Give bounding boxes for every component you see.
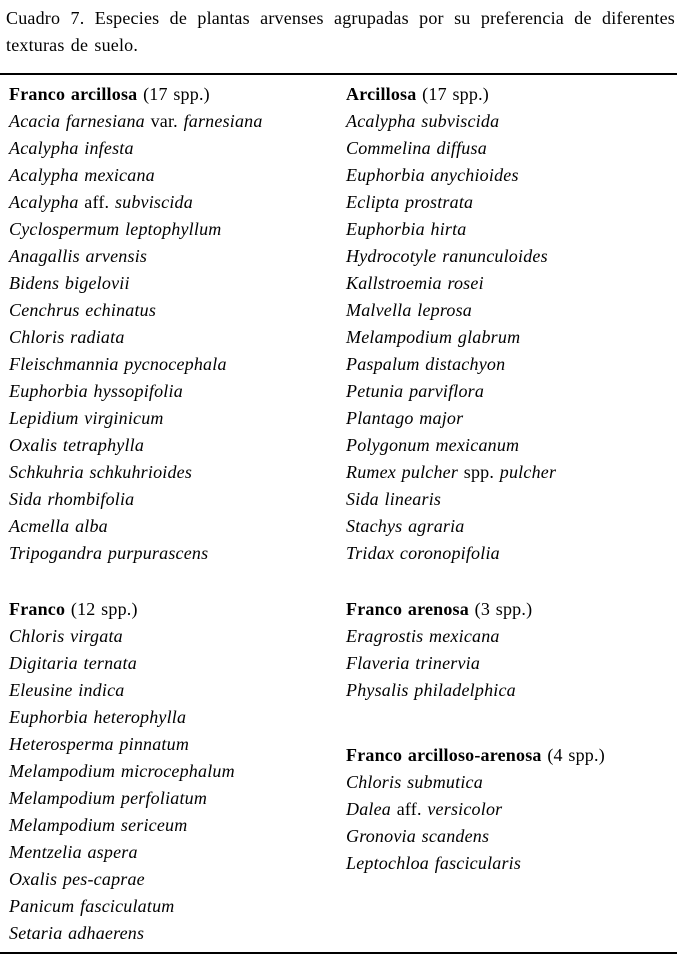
species-row bbox=[346, 216, 677, 243]
species-name-segment: spp. bbox=[463, 462, 500, 482]
group-count: (12 spp.) bbox=[70, 599, 138, 619]
species-row bbox=[9, 893, 337, 920]
group-header bbox=[9, 596, 337, 623]
species-name-segment: farnesiana bbox=[183, 111, 263, 131]
species-name-segment: Chloris virgata bbox=[9, 626, 123, 646]
group-count: (17 spp.) bbox=[143, 84, 210, 104]
species-row bbox=[346, 135, 677, 162]
species-name-segment: Tripogandra purpurascens bbox=[9, 543, 209, 563]
species-name-segment: Petunia parviflora bbox=[346, 381, 485, 401]
species-row bbox=[346, 459, 677, 486]
species-table bbox=[0, 73, 677, 954]
species-row bbox=[9, 785, 337, 812]
species-row bbox=[9, 758, 337, 785]
species-row bbox=[346, 769, 677, 796]
group-name: Franco arcilloso-arenosa bbox=[346, 745, 542, 765]
species-row bbox=[9, 324, 337, 351]
group-name: Franco bbox=[9, 599, 66, 619]
species-name-segment: subviscida bbox=[114, 192, 193, 212]
species-row bbox=[9, 540, 337, 567]
species-row bbox=[346, 243, 677, 270]
species-row bbox=[9, 866, 337, 893]
species-row bbox=[9, 623, 337, 650]
species-name-segment: Mentzelia aspera bbox=[9, 842, 138, 862]
document-page bbox=[0, 5, 677, 960]
species-row bbox=[9, 677, 337, 704]
species-row bbox=[346, 486, 677, 513]
species-row bbox=[346, 677, 677, 704]
species-name-segment: Setaria adhaerens bbox=[9, 923, 145, 943]
species-row bbox=[9, 650, 337, 677]
species-name-segment: Oxalis tetraphylla bbox=[9, 435, 145, 455]
species-name-segment: Sida rhombifolia bbox=[9, 489, 135, 509]
species-name-segment: Schkuhria schkuhrioides bbox=[9, 462, 193, 482]
species-name-segment: Cyclospermum leptophyllum bbox=[9, 219, 222, 239]
species-row bbox=[9, 378, 337, 405]
species-name-segment: Gronovia scandens bbox=[346, 826, 490, 846]
species-row bbox=[9, 270, 337, 297]
species-name-segment: Acmella alba bbox=[9, 516, 108, 536]
species-row bbox=[9, 486, 337, 513]
species-row bbox=[346, 324, 677, 351]
species-name-segment: Acacia farnesiana bbox=[9, 111, 151, 131]
table-caption: Cuadro 7. Especies de plantas arvenses agrupadas por su preferencia de diferentes texturas de suelo. bbox=[6, 8, 675, 55]
species-name-segment: Physalis philadelphica bbox=[346, 680, 516, 700]
species-row bbox=[346, 297, 677, 324]
species-name-segment: Acalypha infesta bbox=[9, 138, 134, 158]
species-name-segment: Melampodium glabrum bbox=[346, 327, 521, 347]
species-row bbox=[9, 704, 337, 731]
group-name: Arcillosa bbox=[346, 84, 417, 104]
species-row bbox=[346, 513, 677, 540]
species-row bbox=[9, 162, 337, 189]
species-name-segment: Anagallis arvensis bbox=[9, 246, 148, 266]
species-name-segment: Digitaria ternata bbox=[9, 653, 137, 673]
group-name: Franco arcillosa bbox=[9, 84, 138, 104]
species-name-segment: Leptochloa fascicularis bbox=[346, 853, 522, 873]
species-name-segment: pulcher bbox=[499, 462, 557, 482]
species-name-segment: versicolor bbox=[427, 799, 503, 819]
species-name-segment: Plantago major bbox=[346, 408, 464, 428]
species-row bbox=[9, 513, 337, 540]
species-row bbox=[346, 189, 677, 216]
species-name-segment: Chloris submutica bbox=[346, 772, 483, 792]
species-row bbox=[9, 243, 337, 270]
species-name-segment: Euphorbia anychioides bbox=[346, 165, 519, 185]
species-row bbox=[346, 405, 677, 432]
species-name-segment: Malvella leprosa bbox=[346, 300, 473, 320]
species-row bbox=[346, 823, 677, 850]
group-header bbox=[9, 81, 337, 108]
species-name-segment: aff. bbox=[396, 799, 428, 819]
species-group bbox=[9, 81, 337, 567]
species-name-segment: Tridax coronopifolia bbox=[346, 543, 500, 563]
species-group bbox=[9, 596, 337, 947]
species-name-segment: Chloris radiata bbox=[9, 327, 125, 347]
group-count: (4 spp.) bbox=[547, 745, 605, 765]
species-row bbox=[9, 189, 337, 216]
species-row bbox=[346, 270, 677, 297]
species-row bbox=[9, 731, 337, 758]
species-name-segment: var. bbox=[150, 111, 184, 131]
species-row bbox=[346, 108, 677, 135]
species-row bbox=[9, 459, 337, 486]
species-name-segment: Euphorbia hirta bbox=[346, 219, 467, 239]
species-row bbox=[346, 623, 677, 650]
species-row bbox=[9, 432, 337, 459]
species-name-segment: Acalypha mexicana bbox=[9, 165, 155, 185]
group-header bbox=[346, 742, 677, 769]
species-row bbox=[9, 839, 337, 866]
species-name-segment: Oxalis pes-caprae bbox=[9, 869, 145, 889]
species-name-segment: Acalypha subviscida bbox=[346, 111, 500, 131]
species-name-segment: Melampodium microcephalum bbox=[9, 761, 235, 781]
species-name-segment: aff. bbox=[84, 192, 115, 212]
species-name-segment: Heterosperma pinnatum bbox=[9, 734, 190, 754]
group-count: (3 spp.) bbox=[474, 599, 533, 619]
species-name-segment: Euphorbia heterophylla bbox=[9, 707, 187, 727]
species-name-segment: Hydrocotyle ranunculoides bbox=[346, 246, 548, 266]
group-header bbox=[346, 596, 677, 623]
species-group bbox=[346, 742, 677, 877]
species-row bbox=[346, 378, 677, 405]
species-row bbox=[9, 405, 337, 432]
species-name-segment: Euphorbia hyssopifolia bbox=[9, 381, 183, 401]
species-group bbox=[346, 596, 677, 704]
species-row bbox=[9, 135, 337, 162]
species-row bbox=[346, 351, 677, 378]
species-name-segment: Kallstroemia rosei bbox=[346, 273, 484, 293]
table-column-left bbox=[0, 81, 337, 947]
species-name-segment: Panicum fasciculatum bbox=[9, 896, 175, 916]
group-name: Franco arenosa bbox=[346, 599, 469, 619]
species-name-segment: Stachys agraria bbox=[346, 516, 465, 536]
species-row bbox=[346, 850, 677, 877]
species-row bbox=[9, 920, 337, 947]
species-name-segment: Melampodium sericeum bbox=[9, 815, 188, 835]
species-row bbox=[346, 432, 677, 459]
group-count: (17 spp.) bbox=[422, 84, 489, 104]
species-name-segment: Melampodium perfoliatum bbox=[9, 788, 208, 808]
species-name-segment: Rumex pulcher bbox=[346, 462, 464, 482]
species-name-segment: Sida linearis bbox=[346, 489, 442, 509]
species-name-segment: Eclipta prostrata bbox=[346, 192, 474, 212]
species-group bbox=[346, 81, 677, 567]
species-name-segment: Acalypha bbox=[9, 192, 85, 212]
species-name-segment: Bidens bigelovii bbox=[9, 273, 130, 293]
species-row bbox=[9, 108, 337, 135]
species-row bbox=[9, 351, 337, 378]
species-row bbox=[346, 540, 677, 567]
species-name-segment: Fleischmannia pycnocephala bbox=[9, 354, 227, 374]
species-name-segment: Paspalum distachyon bbox=[346, 354, 506, 374]
species-name-segment: Polygonum mexicanum bbox=[346, 435, 520, 455]
species-name-segment: Lepidium virginicum bbox=[9, 408, 164, 428]
species-row bbox=[346, 650, 677, 677]
species-name-segment: Cenchrus echinatus bbox=[9, 300, 157, 320]
species-name-segment: Commelina diffusa bbox=[346, 138, 487, 158]
species-row bbox=[9, 216, 337, 243]
species-row bbox=[346, 796, 677, 823]
species-row bbox=[346, 162, 677, 189]
species-name-segment: Eleusine indica bbox=[9, 680, 125, 700]
species-row bbox=[9, 812, 337, 839]
species-name-segment: Dalea bbox=[346, 799, 397, 819]
species-row bbox=[9, 297, 337, 324]
group-header bbox=[346, 81, 677, 108]
species-name-segment: Eragrostis mexicana bbox=[346, 626, 500, 646]
table-column-right bbox=[337, 81, 677, 877]
species-name-segment: Flaveria trinervia bbox=[346, 653, 481, 673]
